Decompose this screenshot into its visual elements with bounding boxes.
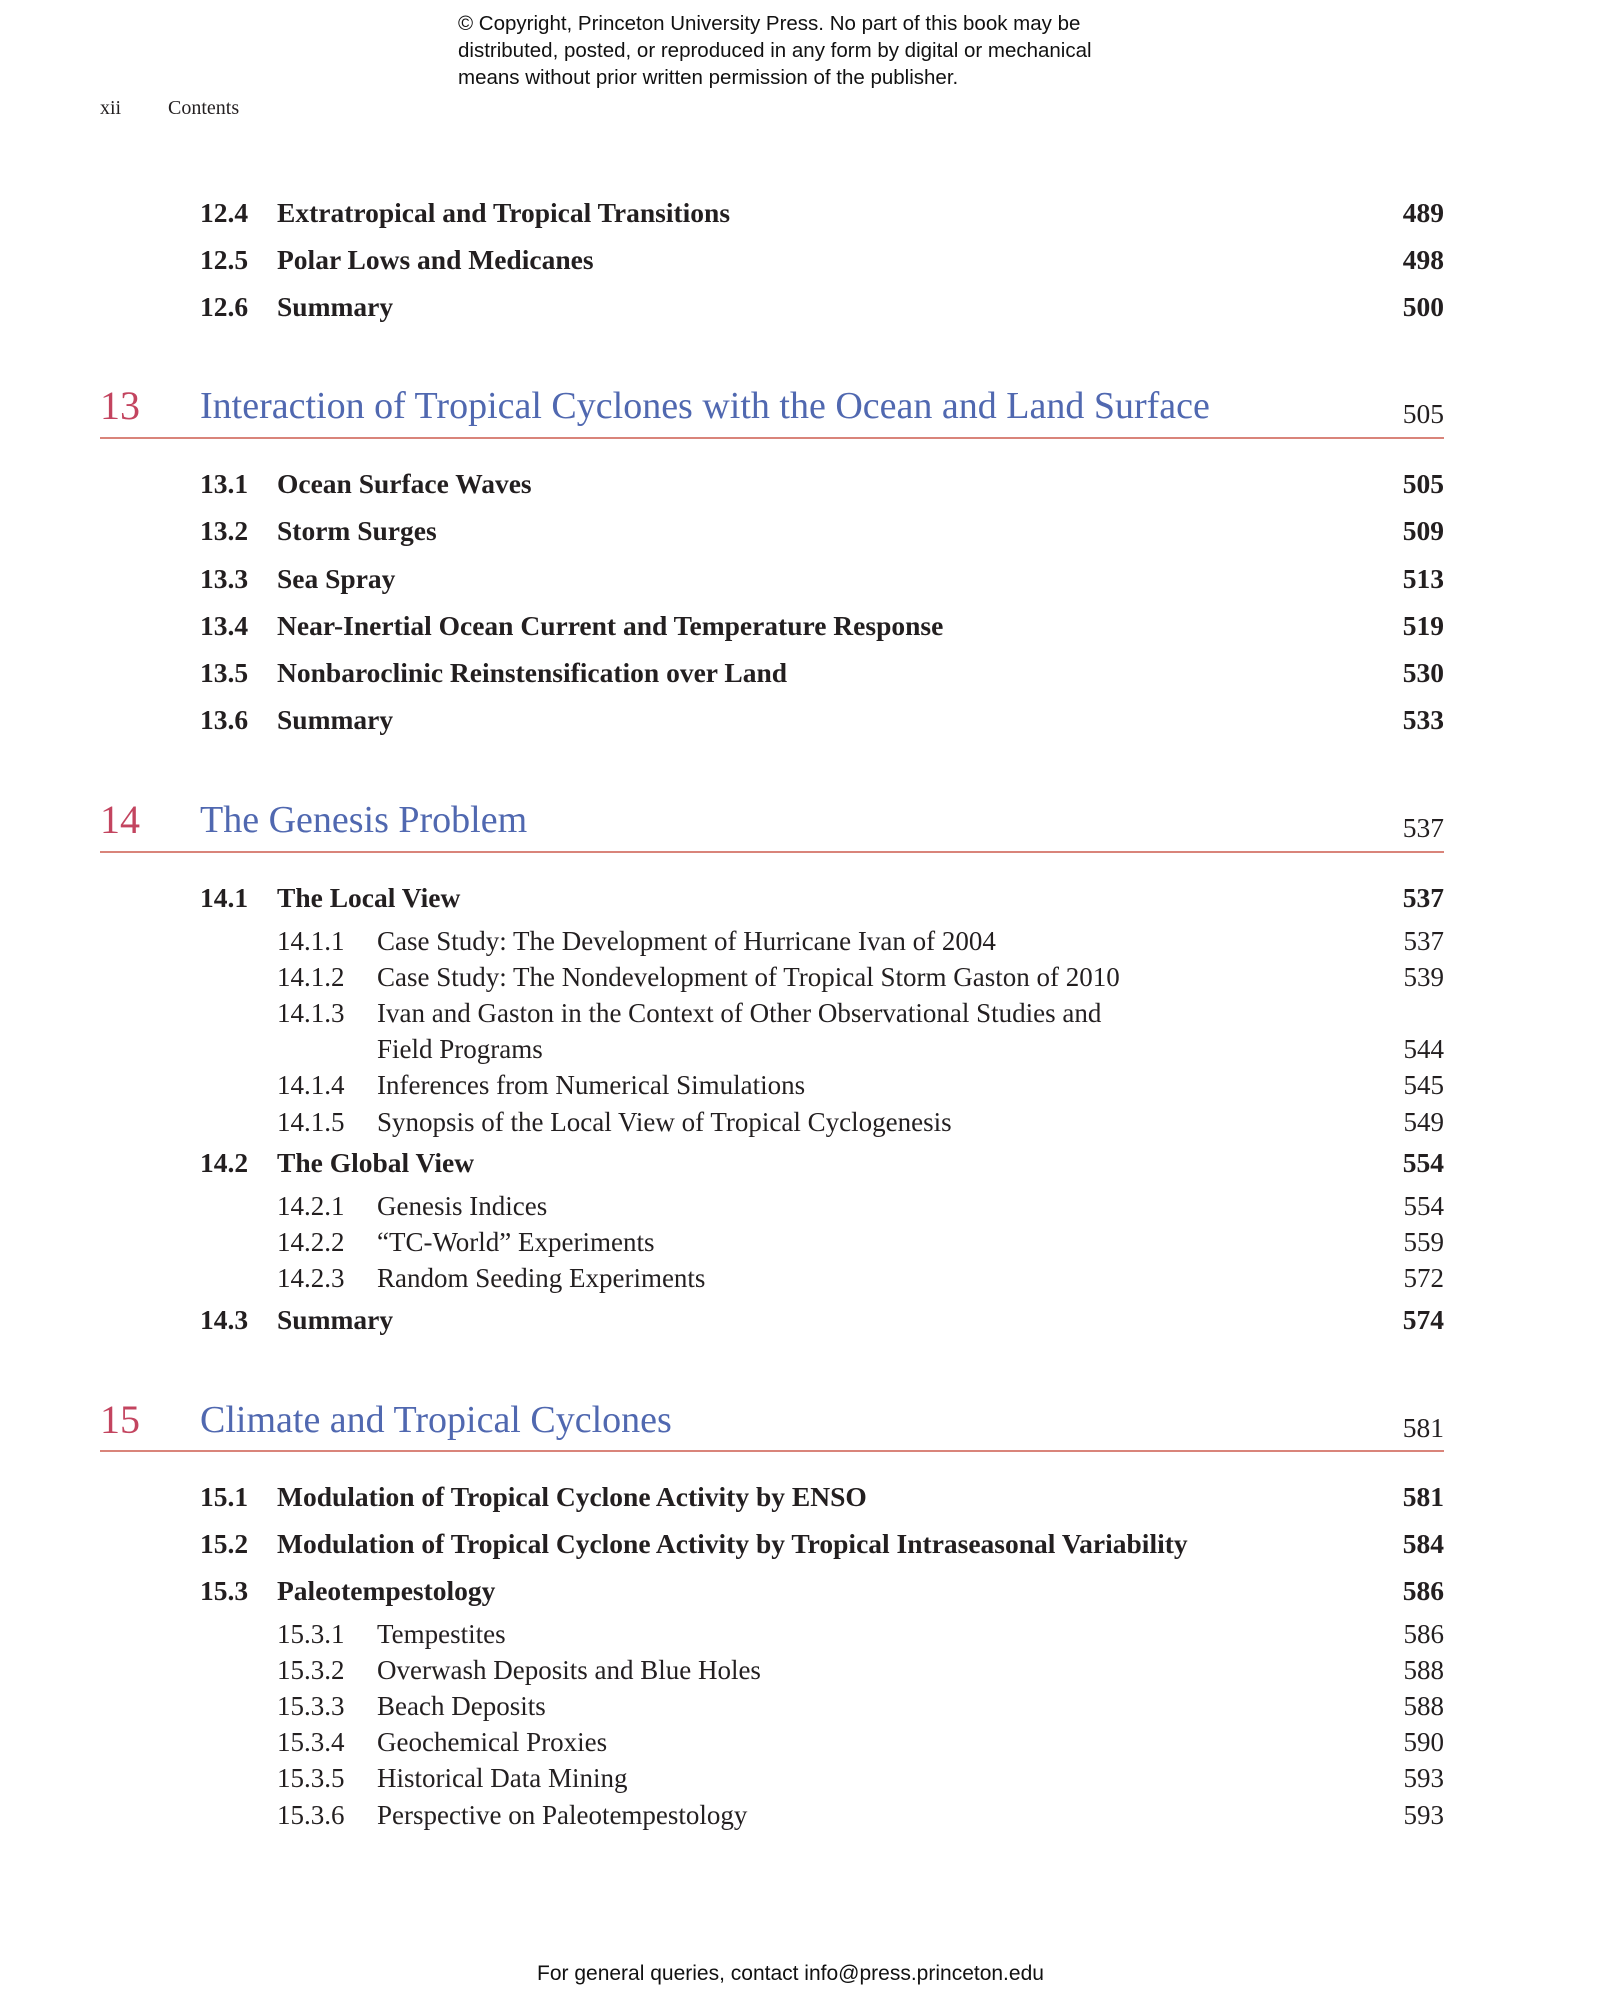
section-number: 15.3	[200, 1575, 249, 1606]
section-title: Polar Lows and Medicanes	[277, 244, 594, 275]
subsection-title: Overwash Deposits and Blue Holes	[377, 1655, 761, 1685]
subsection-number: 15.3.5	[277, 1763, 345, 1793]
page-number: 533	[1402, 704, 1444, 735]
section-number: 12.6	[200, 291, 249, 322]
page-number: 581	[1402, 1412, 1444, 1443]
page-number: 544	[1403, 1034, 1444, 1064]
chapter-number: 13	[100, 383, 140, 428]
subsection-title: Synopsis of the Local View of Tropical Cyclogenesis	[377, 1107, 952, 1137]
subsection-title: Case Study: The Development of Hurricane Ivan of 2004	[377, 926, 996, 956]
section-number: 13.6	[200, 704, 249, 735]
page-number: 530	[1402, 657, 1444, 688]
page-number: 539	[1403, 962, 1444, 992]
copyright-line: © Copyright, Princeton University Press. No part of this book may be	[458, 12, 1081, 35]
section-title: Ocean Surface Waves	[277, 468, 532, 499]
chapter-rule	[100, 851, 1444, 853]
subsection-title-continued: Field Programs	[377, 1034, 543, 1064]
page-folio: xii	[100, 97, 122, 119]
subsection-title: Beach Deposits	[377, 1691, 546, 1721]
section-number: 15.1	[200, 1481, 249, 1512]
subsection-number: 14.1.2	[277, 962, 345, 992]
page-number: 537	[1403, 926, 1444, 956]
section-number: 14.2	[200, 1147, 249, 1178]
page-number: 593	[1403, 1763, 1444, 1793]
running-title: Contents	[168, 97, 240, 119]
chapter-number: 15	[100, 1397, 140, 1442]
footer-contact: For general queries, contact info@press.princeton.edu	[537, 1962, 1044, 1985]
page-number: 593	[1403, 1800, 1444, 1830]
page-number: 549	[1403, 1107, 1444, 1137]
section-title: Modulation of Tropical Cyclone Activity by ENSO	[277, 1481, 867, 1512]
section-number: 13.3	[200, 563, 249, 594]
subsection-number: 14.1.3	[277, 998, 345, 1028]
section-number: 14.1	[200, 882, 249, 913]
page-number: 559	[1403, 1227, 1444, 1257]
page-number: 489	[1402, 197, 1444, 228]
copyright-line: distributed, posted, or reproduced in any form by digital or mechanical	[458, 39, 1092, 62]
section-title: Nonbaroclinic Reinstensification over Land	[277, 657, 788, 688]
section-number: 13.4	[200, 610, 249, 641]
page-number: 500	[1402, 291, 1444, 322]
subsection-title: Historical Data Mining	[377, 1763, 628, 1793]
subsection-number: 14.1.5	[277, 1107, 345, 1137]
page-number: 519	[1402, 610, 1444, 641]
section-title: Summary	[277, 704, 394, 735]
page-number: 505	[1402, 468, 1444, 499]
subsection-number: 14.1.1	[277, 926, 345, 956]
section-number: 13.5	[200, 657, 249, 688]
running-head	[100, 97, 239, 120]
section-number: 12.5	[200, 244, 249, 275]
section-title: Extratropical and Tropical Transitions	[277, 197, 731, 228]
page-number: 537	[1402, 812, 1444, 843]
subsection-title: Random Seeding Experiments	[377, 1263, 706, 1293]
subsection-title: Case Study: The Nondevelopment of Tropical Storm Gaston of 2010	[377, 962, 1120, 992]
page-number: 509	[1402, 515, 1444, 546]
chapter-number: 14	[100, 797, 140, 842]
chapter-rule	[100, 437, 1444, 439]
page-number: 537	[1402, 882, 1444, 913]
page-number: 498	[1402, 244, 1444, 275]
section-number: 13.1	[200, 468, 249, 499]
copyright-line: means without prior written permission of the publisher.	[458, 66, 959, 89]
section-number: 15.2	[200, 1528, 249, 1559]
section-title: Storm Surges	[277, 515, 437, 546]
page-number: 586	[1402, 1575, 1444, 1606]
chapter-rule	[100, 1450, 1444, 1452]
page-number: 588	[1403, 1691, 1444, 1721]
page-number: 586	[1403, 1619, 1444, 1649]
section-title: Sea Spray	[277, 563, 396, 594]
subsection-title: Geochemical Proxies	[377, 1727, 608, 1757]
page-number: 554	[1403, 1191, 1444, 1221]
copyright-notice	[458, 10, 1218, 91]
page-number: 574	[1402, 1304, 1444, 1335]
chapter-title: The Genesis Problem	[200, 799, 528, 841]
page-number: 572	[1403, 1263, 1444, 1293]
page-number: 581	[1402, 1481, 1444, 1512]
page-number: 588	[1403, 1655, 1444, 1685]
chapter-title: Climate and Tropical Cyclones	[200, 1399, 672, 1441]
section-title: Modulation of Tropical Cyclone Activity by Tropical Intraseasonal Variability	[277, 1528, 1188, 1559]
subsection-number: 14.2.2	[277, 1227, 345, 1257]
subsection-number: 15.3.4	[277, 1727, 345, 1757]
page-number: 545	[1403, 1070, 1444, 1100]
subsection-title: Ivan and Gaston in the Context of Other Observational Studies and	[377, 998, 1102, 1028]
subsection-title: Perspective on Paleotempestology	[377, 1800, 748, 1830]
section-number: 14.3	[200, 1304, 249, 1335]
subsection-title: Genesis Indices	[377, 1191, 548, 1221]
section-title: The Global View	[277, 1147, 475, 1178]
section-title: Summary	[277, 291, 394, 322]
subsection-number: 15.3.3	[277, 1691, 345, 1721]
subsection-number: 15.3.2	[277, 1655, 345, 1685]
subsection-title: Tempestites	[377, 1619, 506, 1649]
page-number: 590	[1403, 1727, 1444, 1757]
section-title: Paleotempestology	[277, 1575, 496, 1606]
section-title: Near-Inertial Ocean Current and Temperature Response	[277, 610, 944, 641]
subsection-number: 14.1.4	[277, 1070, 345, 1100]
subsection-number: 14.2.1	[277, 1191, 345, 1221]
section-title: The Local View	[277, 882, 461, 913]
page-number: 513	[1402, 563, 1444, 594]
section-number: 12.4	[200, 197, 249, 228]
subsection-title: Inferences from Numerical Simulations	[377, 1070, 806, 1100]
page-number: 505	[1402, 398, 1444, 429]
subsection-number: 14.2.3	[277, 1263, 345, 1293]
section-number: 13.2	[200, 515, 249, 546]
section-title: Summary	[277, 1304, 394, 1335]
subsection-number: 15.3.6	[277, 1800, 345, 1830]
chapter-title: Interaction of Tropical Cyclones with the Ocean and Land Surface	[200, 385, 1210, 427]
page-number: 554	[1402, 1147, 1444, 1178]
subsection-number: 15.3.1	[277, 1619, 345, 1649]
subsection-title: “TC-World” Experiments	[377, 1227, 655, 1257]
page-number: 584	[1402, 1528, 1444, 1559]
